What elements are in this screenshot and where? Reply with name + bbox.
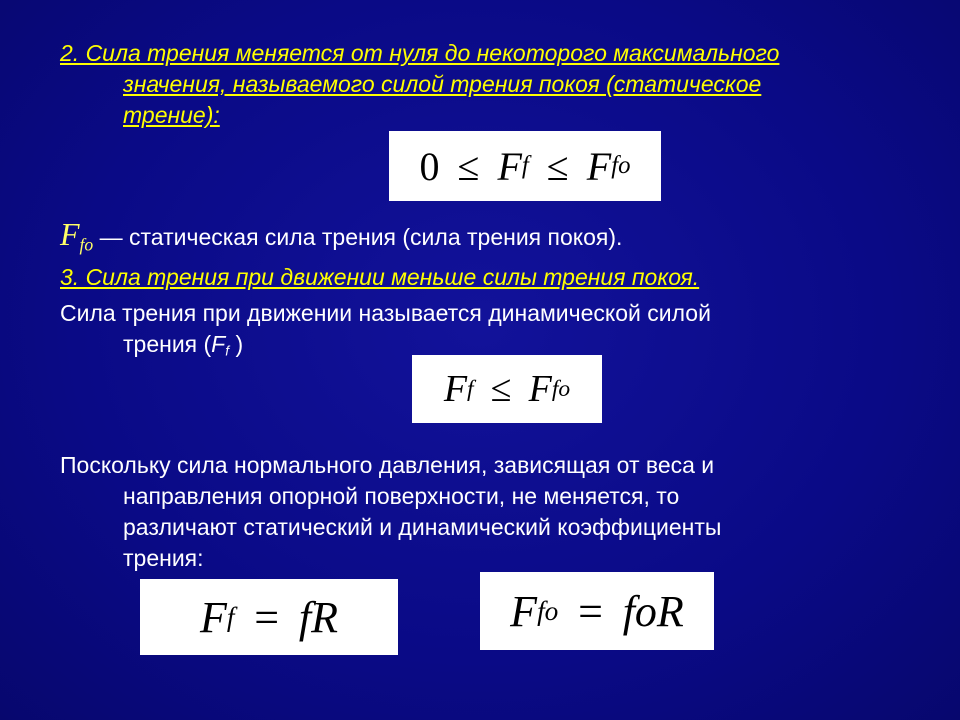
dynamic-line-2-subscript: f bbox=[225, 343, 230, 359]
normal-line-2: направления опорной поверхности, не меняется, то bbox=[123, 483, 680, 509]
formula-dynamic-less bbox=[412, 355, 602, 423]
item-2-line-3: трение): bbox=[123, 102, 220, 128]
formula4-equals: = bbox=[578, 586, 603, 636]
formula2-f-symbol-2: F bbox=[528, 368, 552, 410]
formula-static-range bbox=[389, 131, 661, 201]
formula-dynamic-coefficient bbox=[140, 579, 398, 655]
formula2-f-symbol-1: F bbox=[443, 368, 468, 410]
dynamic-line-1: Сила трения при движении называется динамической силой bbox=[60, 300, 711, 326]
formula2-leq: ≤ bbox=[490, 368, 512, 410]
formula4-f-subscript: fo bbox=[537, 595, 559, 626]
formula3-equals: = bbox=[254, 592, 280, 642]
formula-zero: 0 bbox=[419, 143, 440, 189]
normal-line-4: трения: bbox=[123, 545, 204, 571]
formula-f-subscript-2: fo bbox=[611, 152, 631, 179]
normal-line-1: Поскольку сила нормального давления, зависящая от веса и bbox=[60, 452, 715, 478]
formula3-rhs: fR bbox=[298, 592, 338, 642]
item-2-text bbox=[60, 38, 920, 131]
formula4-f-symbol: F bbox=[510, 586, 538, 636]
ffo-symbol-letter: F bbox=[60, 216, 80, 252]
dynamic-line-2-prefix: трения ( bbox=[123, 331, 212, 357]
ffo-definition-text: — статическая сила трения (сила трения покоя). bbox=[93, 224, 623, 250]
dynamic-line-2-suffix: ) bbox=[229, 331, 244, 357]
formula-leq-2: ≤ bbox=[546, 143, 569, 189]
item-2-line-1: 2. Сила трения меняется от нуля до некоторого максимального bbox=[60, 40, 780, 66]
formula2-f-subscript-1: f bbox=[467, 375, 474, 402]
formula-f-symbol-2: F bbox=[586, 143, 612, 189]
formula-f-symbol-1: F bbox=[497, 143, 522, 189]
formula-f-subscript-1: f bbox=[521, 152, 529, 179]
normal-line-3: различают статический и динамический коэффициенты bbox=[123, 514, 722, 540]
normal-force-text bbox=[60, 450, 920, 574]
item-3-line: 3. Сила трения при движении меньше силы трения покоя. bbox=[60, 264, 700, 290]
formula4-rhs: foR bbox=[622, 586, 684, 636]
item-2-line-2: значения, называемого силой трения покоя (статическое bbox=[123, 71, 762, 97]
ffo-symbol-subscript: fo bbox=[79, 234, 94, 255]
formula2-f-subscript-2: fo bbox=[551, 375, 571, 402]
formula-static-coefficient bbox=[480, 572, 714, 650]
dynamic-line-2-symbol: F bbox=[211, 331, 226, 357]
item-3-text bbox=[60, 262, 920, 293]
formula-leq-1: ≤ bbox=[457, 143, 480, 189]
formula3-f-subscript: f bbox=[226, 601, 235, 632]
ffo-symbol bbox=[60, 216, 94, 255]
ffo-definition bbox=[60, 216, 920, 262]
formula3-f-symbol: F bbox=[200, 592, 227, 642]
